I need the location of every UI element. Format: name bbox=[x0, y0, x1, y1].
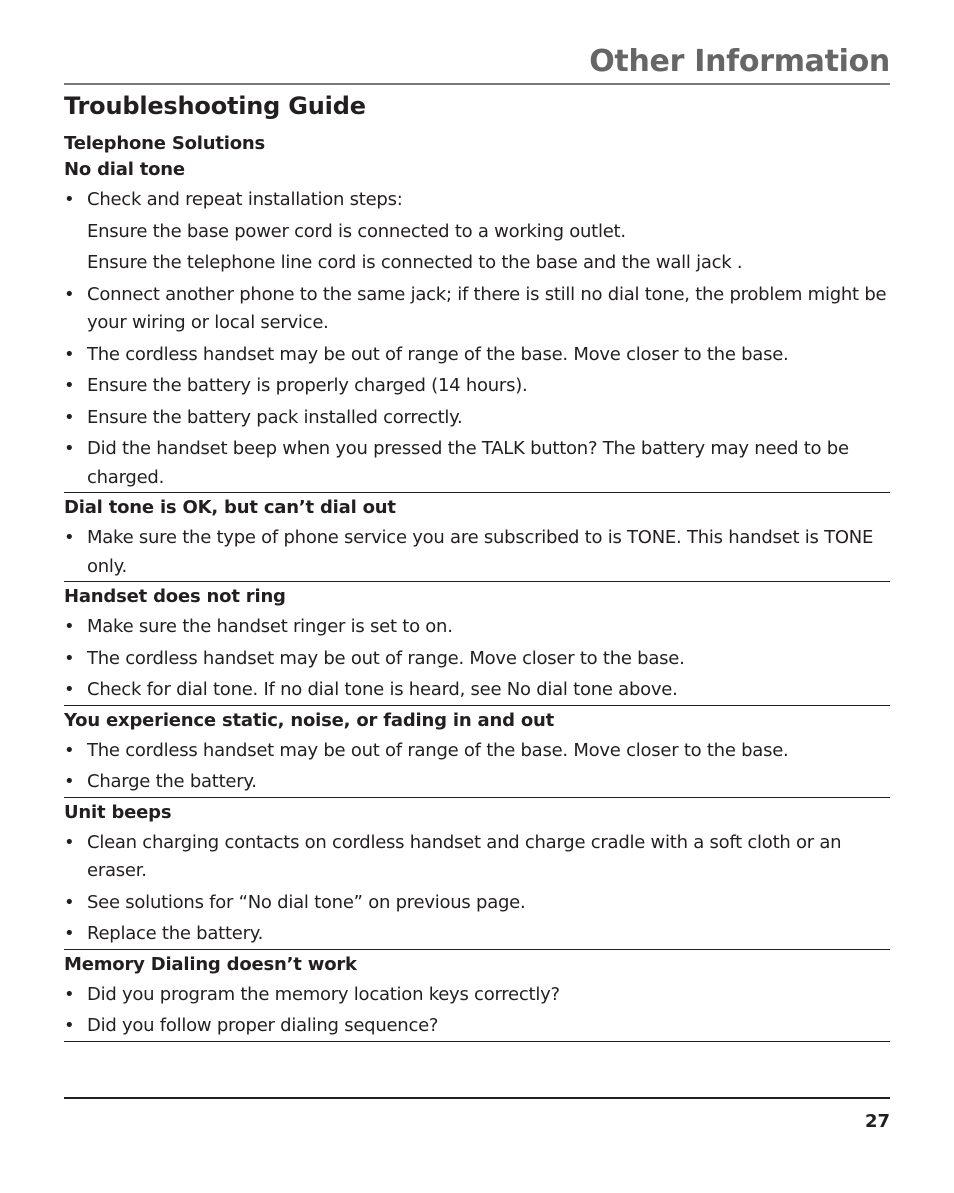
header-divider bbox=[64, 83, 890, 85]
troubleshooting-section-static-noise bbox=[64, 708, 890, 798]
bullet-icon: • bbox=[64, 739, 75, 761]
solution-list bbox=[64, 981, 890, 1041]
bullet-icon: • bbox=[64, 343, 75, 365]
troubleshooting-section-no-ring bbox=[64, 584, 890, 706]
page-subtitle: Telephone Solutions bbox=[64, 133, 266, 154]
list-item bbox=[64, 768, 890, 797]
list-item-text: The cordless handset may be out of range of the base. Move closer to the base. bbox=[87, 739, 789, 761]
list-item bbox=[64, 613, 890, 642]
section-title: Unit beeps bbox=[64, 801, 172, 823]
page-title: Troubleshooting Guide bbox=[64, 92, 366, 120]
section-title: Handset does not ring bbox=[64, 586, 286, 607]
list-item-text: Replace the battery. bbox=[87, 923, 264, 944]
list-item bbox=[64, 889, 890, 918]
solution-list bbox=[64, 524, 890, 581]
troubleshooting-section-memory-dialing bbox=[64, 952, 890, 1042]
list-item-text: Clean charging contacts on cordless handset and charge cradle with a soft cloth or an eraser. bbox=[87, 831, 842, 881]
bullet-icon: • bbox=[64, 923, 75, 944]
list-item-text: See solutions for “No dial tone” on previous page. bbox=[87, 891, 526, 913]
list-item-text: Did the handset beep when you pressed the TALK button? The battery may need to be charged. bbox=[87, 438, 849, 488]
bullet-icon: • bbox=[64, 891, 75, 913]
list-item-text: Check for dial tone. If no dial tone is heard, see No dial tone above. bbox=[87, 679, 678, 700]
list-item bbox=[64, 524, 890, 581]
bullet-icon: • bbox=[64, 406, 75, 428]
list-item-text: Make sure the type of phone service you are subscribed to is TONE. This handset is TONE only. bbox=[87, 527, 874, 577]
list-item bbox=[64, 1012, 890, 1041]
list-item bbox=[64, 341, 890, 370]
list-item-text: Did you program the memory location keys correctly? bbox=[87, 983, 560, 1005]
list-item bbox=[64, 645, 890, 674]
list-item bbox=[64, 737, 890, 766]
list-item-text: Did you follow proper dialing sequence? bbox=[87, 1015, 439, 1036]
bullet-icon: • bbox=[64, 527, 75, 548]
list-item-text: The cordless handset may be out of range of the base. Move closer to the base. bbox=[87, 343, 789, 365]
solution-list bbox=[64, 186, 890, 215]
section-title: You experience static, noise, or fading in and out bbox=[64, 709, 555, 731]
list-item bbox=[64, 829, 890, 886]
list-item bbox=[64, 186, 890, 215]
list-item-text: Charge the battery. bbox=[87, 771, 257, 792]
list-item-text: Check and repeat installation steps: bbox=[87, 189, 403, 210]
bullet-icon: • bbox=[64, 375, 75, 396]
list-item bbox=[64, 981, 890, 1010]
list-item bbox=[64, 404, 890, 433]
bullet-icon: • bbox=[64, 189, 75, 210]
sub-step: Ensure the base power cord is connected to a working outlet. bbox=[87, 220, 626, 242]
footer-divider bbox=[64, 1097, 890, 1099]
list-item bbox=[64, 372, 890, 401]
bullet-icon: • bbox=[64, 983, 75, 1005]
list-item bbox=[64, 435, 890, 492]
bullet-icon: • bbox=[64, 771, 75, 792]
bullet-icon: • bbox=[64, 831, 75, 853]
bullet-icon: • bbox=[64, 616, 75, 637]
solution-list bbox=[64, 737, 890, 797]
bullet-icon: • bbox=[64, 679, 75, 700]
bullet-icon: • bbox=[64, 647, 75, 669]
page-number: 27 bbox=[864, 1111, 890, 1132]
section-title: Memory Dialing doesn’t work bbox=[64, 953, 357, 975]
list-item-text: Ensure the battery pack installed correctly. bbox=[87, 406, 463, 428]
list-item-text: Ensure the battery is properly charged (14 hours). bbox=[87, 375, 528, 396]
section-title: Dial tone is OK, but can’t dial out bbox=[64, 497, 396, 518]
list-item bbox=[64, 920, 890, 949]
troubleshooting-section-cant-dial-out bbox=[64, 495, 890, 582]
solution-list bbox=[64, 613, 890, 705]
list-item-text: The cordless handset may be out of range. Move closer to the base. bbox=[87, 647, 685, 669]
page-content bbox=[64, 89, 890, 1044]
list-item bbox=[64, 281, 890, 338]
solution-list bbox=[64, 281, 890, 493]
solution-list bbox=[64, 829, 890, 949]
sub-step: Ensure the telephone line cord is connected to the base and the wall jack . bbox=[87, 252, 743, 273]
list-item-text: Connect another phone to the same jack; if there is still no dial tone, the problem might be your wiring or local service. bbox=[87, 283, 887, 333]
list-item-text: Make sure the handset ringer is set to on. bbox=[87, 616, 453, 637]
section-header-title: Other Information bbox=[589, 44, 890, 79]
bullet-icon: • bbox=[64, 1015, 75, 1036]
section-title: No dial tone bbox=[64, 159, 185, 180]
bullet-icon: • bbox=[64, 283, 75, 305]
troubleshooting-section-unit-beeps bbox=[64, 800, 890, 950]
list-item bbox=[64, 676, 890, 705]
troubleshooting-section-no-dial-tone bbox=[64, 157, 890, 493]
bullet-icon: • bbox=[64, 438, 75, 459]
